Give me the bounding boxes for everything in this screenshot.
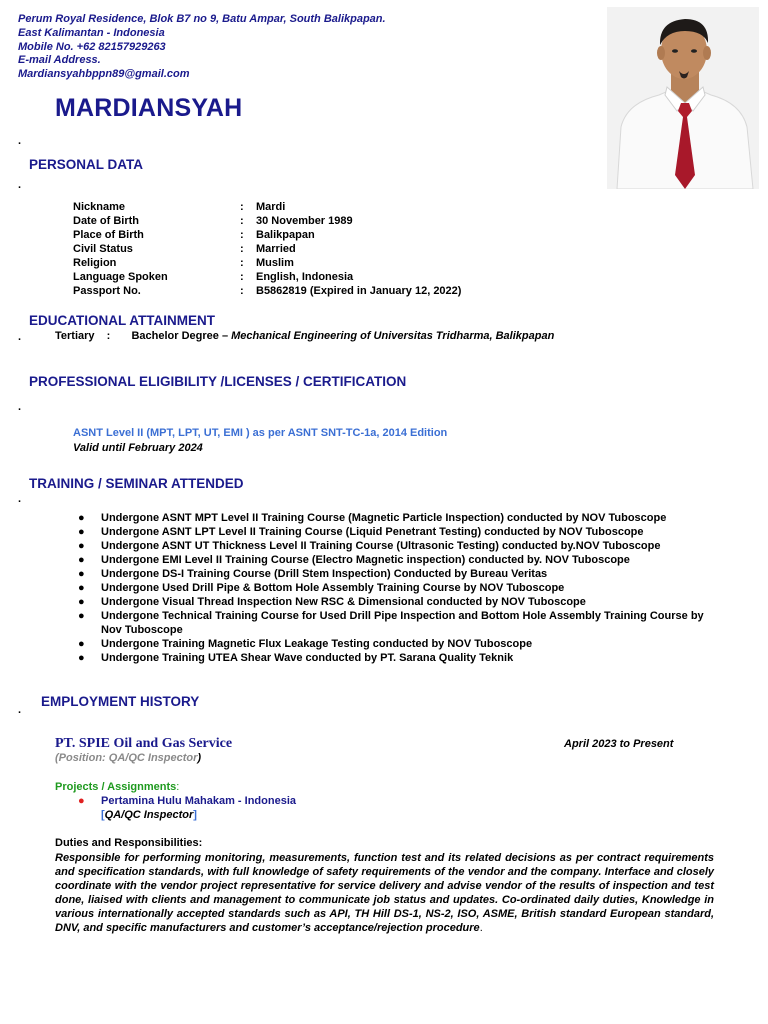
training-item — [78, 511, 718, 525]
row-colon: : — [240, 201, 244, 213]
training-text: Undergone Training Magnetic Flux Leakage Testing conducted by NOV Tuboscope — [101, 638, 533, 650]
education-degree: Bachelor Degree – — [131, 330, 232, 342]
duties-text — [55, 851, 714, 935]
row-label: Place of Birth — [73, 229, 144, 241]
projects-label — [55, 781, 179, 793]
duties-heading: Duties and Responsibilities: — [55, 837, 203, 849]
row-label: Religion — [73, 257, 117, 269]
training-item — [78, 553, 718, 567]
row-value: 30 November 1989 — [256, 215, 353, 227]
certification-entry: ASNT Level II (MPT, LPT, UT, EMI ) as per ASNT SNT-TC-1a, 2014 Edition — [73, 427, 448, 439]
bullet-icon: ● — [78, 638, 85, 650]
row-label: Civil Status — [73, 243, 133, 255]
row-value: Balikpapan — [256, 229, 315, 241]
address-line-1: Perum Royal Residence, Blok B7 no 9, Batu Ampar, South Balikpapan. — [18, 13, 386, 25]
education-school: Mechanical Engineering of Universitas Tridharma, Balikpapan — [231, 330, 555, 342]
training-text: Undergone Used Drill Pipe & Bottom Hole Assembly Training Course by NOV Tuboscope — [101, 582, 565, 594]
personal-row-civil-status — [73, 243, 573, 257]
employment-heading: EMPLOYMENT HISTORY — [41, 694, 200, 709]
personal-row-date-of-birth — [73, 215, 573, 229]
bullet-icon: ● — [78, 795, 85, 807]
bullet-icon: ● — [78, 610, 85, 622]
employment-date: April 2023 to Present — [564, 738, 674, 750]
education-separator: : — [106, 330, 111, 342]
position-text: (Position: QA/QC Inspector — [55, 752, 198, 764]
row-label: Passport No. — [73, 285, 141, 297]
training-item — [78, 581, 718, 595]
bullet-icon: ● — [78, 540, 85, 552]
training-list — [78, 511, 718, 665]
training-text: Undergone ASNT LPT Level II Training Course (Liquid Penetrant Testing) conducted by NOV Tuboscope — [101, 526, 644, 538]
role-close: ] — [193, 809, 197, 821]
row-value: Muslim — [256, 257, 294, 269]
training-text: Undergone Visual Thread Inspection New RSC & Dimensional conducted by NOV Tuboscope — [101, 596, 586, 608]
row-colon: : — [240, 243, 244, 255]
row-value: Mardi — [256, 201, 286, 213]
address-line-2: East Kalimantan - Indonesia — [18, 26, 165, 39]
training-heading: TRAINING / SEMINAR ATTENDED — [29, 476, 244, 491]
bullet-icon: ● — [78, 652, 85, 664]
training-text: Undergone ASNT MPT Level II Training Course (Magnetic Particle Inspection) conducted by NOV Tuboscope — [101, 512, 667, 524]
marker-dot: . — [18, 331, 22, 343]
training-text: Undergone DS-I Training Course (Drill Stem Inspection) Conducted by Bureau Veritas — [101, 568, 548, 580]
personal-row-passport — [73, 285, 573, 299]
personal-data-heading: PERSONAL DATA — [29, 157, 144, 172]
training-item — [78, 595, 718, 609]
candidate-name: MARDIANSYAH — [55, 94, 243, 122]
training-item — [78, 567, 718, 581]
project-name: Pertamina Hulu Mahakam - Indonesia — [101, 795, 296, 807]
projects-text: Projects / Assignments — [55, 781, 177, 793]
row-label: Nickname — [73, 201, 125, 213]
marker-dot: . — [18, 493, 22, 505]
marker-dot: . — [18, 704, 22, 716]
training-text: Undergone Technical Training Course for Used Drill Pipe Inspection and Bottom Hole Assembly Training Course by Nov Tuboscope — [101, 610, 704, 636]
project-role — [101, 809, 197, 821]
position-close: ) — [197, 752, 202, 764]
training-text: Undergone Training UTEA Shear Wave conducted by PT. Sarana Quality Teknik — [101, 652, 514, 664]
duties-end: . — [479, 922, 483, 934]
role-text: QA/QC Inspector — [104, 809, 194, 821]
marker-dot: . — [18, 401, 22, 413]
position-title — [55, 752, 201, 764]
education-entry — [55, 330, 554, 342]
company-name: PT. SPIE Oil and Gas Service — [55, 736, 233, 751]
row-value: English, Indonesia — [256, 271, 354, 283]
contact-block — [18, 13, 386, 82]
bullet-icon: ● — [78, 582, 85, 594]
profile-photo — [607, 7, 759, 189]
personal-row-nickname — [73, 201, 573, 215]
projects-colon: : — [176, 781, 180, 793]
marker-dot: . — [18, 179, 22, 191]
certification-validity: Valid until February 2024 — [73, 442, 203, 454]
marker-dot: . — [18, 135, 22, 147]
row-label: Language Spoken — [73, 271, 168, 283]
row-colon: : — [240, 229, 244, 241]
training-item — [78, 651, 718, 665]
bullet-icon: ● — [78, 568, 85, 580]
training-item — [78, 539, 718, 553]
duties-body: Responsible for performing monitoring, measurements, function test and its related decisions as per contract requirements and specification standards, with full knowledge of safety requirements of the vendor and the company. Interface and closely coordinate with the vendor project representative for service delivery and advise vendor of the results of inspection and test done, liaised with clients and management to communicate job status and updates. Co-ordinated daily duties, Knowledge in various internationally accepted standards such as API, TH Hill DS-1, NS-2, ISO, ASME, British standard European standard, DNV, and specific manufacturers and customer’s acceptance/rejection procedure — [55, 852, 714, 934]
row-label: Date of Birth — [73, 215, 139, 227]
row-colon: : — [240, 215, 244, 227]
training-item — [78, 637, 718, 651]
mobile-number: Mobile No. +62 82157929263 — [18, 40, 166, 53]
bullet-icon: ● — [78, 554, 85, 566]
row-value: Married — [256, 243, 296, 255]
training-item — [78, 525, 718, 539]
row-colon: : — [240, 285, 244, 297]
education-heading: EDUCATIONAL ATTAINMENT — [29, 313, 215, 328]
bullet-icon: ● — [78, 512, 85, 524]
education-level: Tertiary — [55, 330, 95, 342]
personal-row-language — [73, 271, 573, 285]
role-open: [ — [101, 809, 105, 821]
training-text: Undergone ASNT UT Thickness Level II Training Course (Ultrasonic Testing) conducted by.NOV Tuboscope — [101, 540, 661, 552]
email-label: E-mail Address. — [18, 54, 101, 67]
bullet-icon: ● — [78, 526, 85, 538]
bullet-icon: ● — [78, 596, 85, 608]
training-item — [78, 609, 718, 637]
row-colon: : — [240, 271, 244, 283]
row-value: B5862819 (Expired in January 12, 2022) — [256, 285, 462, 297]
personal-row-religion — [73, 257, 573, 271]
training-text: Undergone EMI Level II Training Course (Electro Magnetic inspection) conducted by. NOV Tuboscope — [101, 554, 630, 566]
row-colon: : — [240, 257, 244, 269]
licenses-heading: PROFESSIONAL ELIGIBILITY /LICENSES / CERTIFICATION — [29, 374, 407, 389]
personal-row-place-of-birth — [73, 229, 573, 243]
email-address[interactable]: Mardiansyahbppn89@gmail.com — [18, 68, 190, 81]
